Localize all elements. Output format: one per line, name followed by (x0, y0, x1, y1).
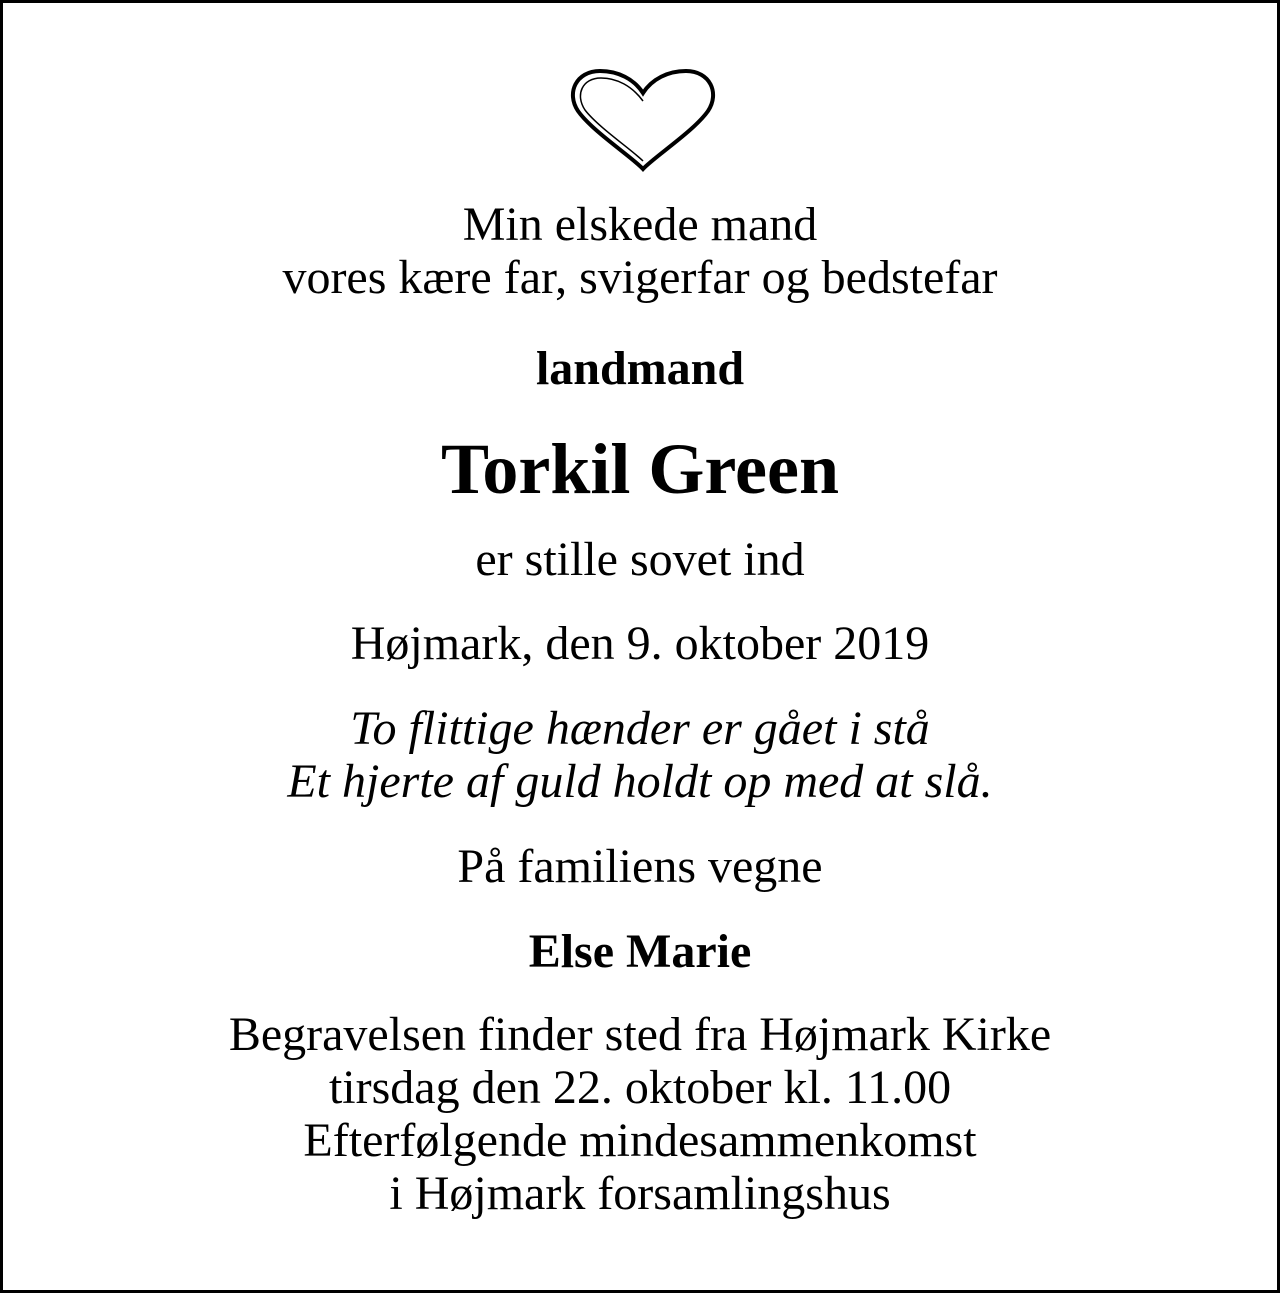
verse-line: To flittige hænder er gået i stå (350, 702, 930, 755)
intro-line: Min elskede mand (462, 198, 818, 251)
funeral-line: Efterfølgende mindesammenkomst (303, 1114, 977, 1167)
heart-outline-icon (568, 65, 718, 175)
place-and-date: Højmark, den 9. oktober 2019 (350, 617, 930, 670)
passed-statement: er stille sovet ind (475, 533, 805, 586)
funeral-line: i Højmark forsamlingshus (389, 1167, 891, 1220)
deceased-name: Torkil Green (440, 429, 840, 509)
funeral-line: tirsdag den 22. oktober kl. 11.00 (328, 1061, 952, 1114)
signer-name: Else Marie (528, 925, 752, 978)
intro-line: vores kære far, svigerfar og bedstefar (282, 251, 998, 304)
intro-text (3, 198, 1277, 307)
memorial-verse (3, 702, 1277, 811)
on-behalf-of-family: På familiens vegne (457, 840, 823, 893)
verse-line: Et hjerte af guld holdt op med at slå. (287, 755, 993, 808)
funeral-details (3, 1008, 1277, 1223)
deceased-title: landmand (535, 342, 745, 395)
funeral-line: Begravelsen finder sted fra Højmark Kirke (228, 1008, 1052, 1061)
